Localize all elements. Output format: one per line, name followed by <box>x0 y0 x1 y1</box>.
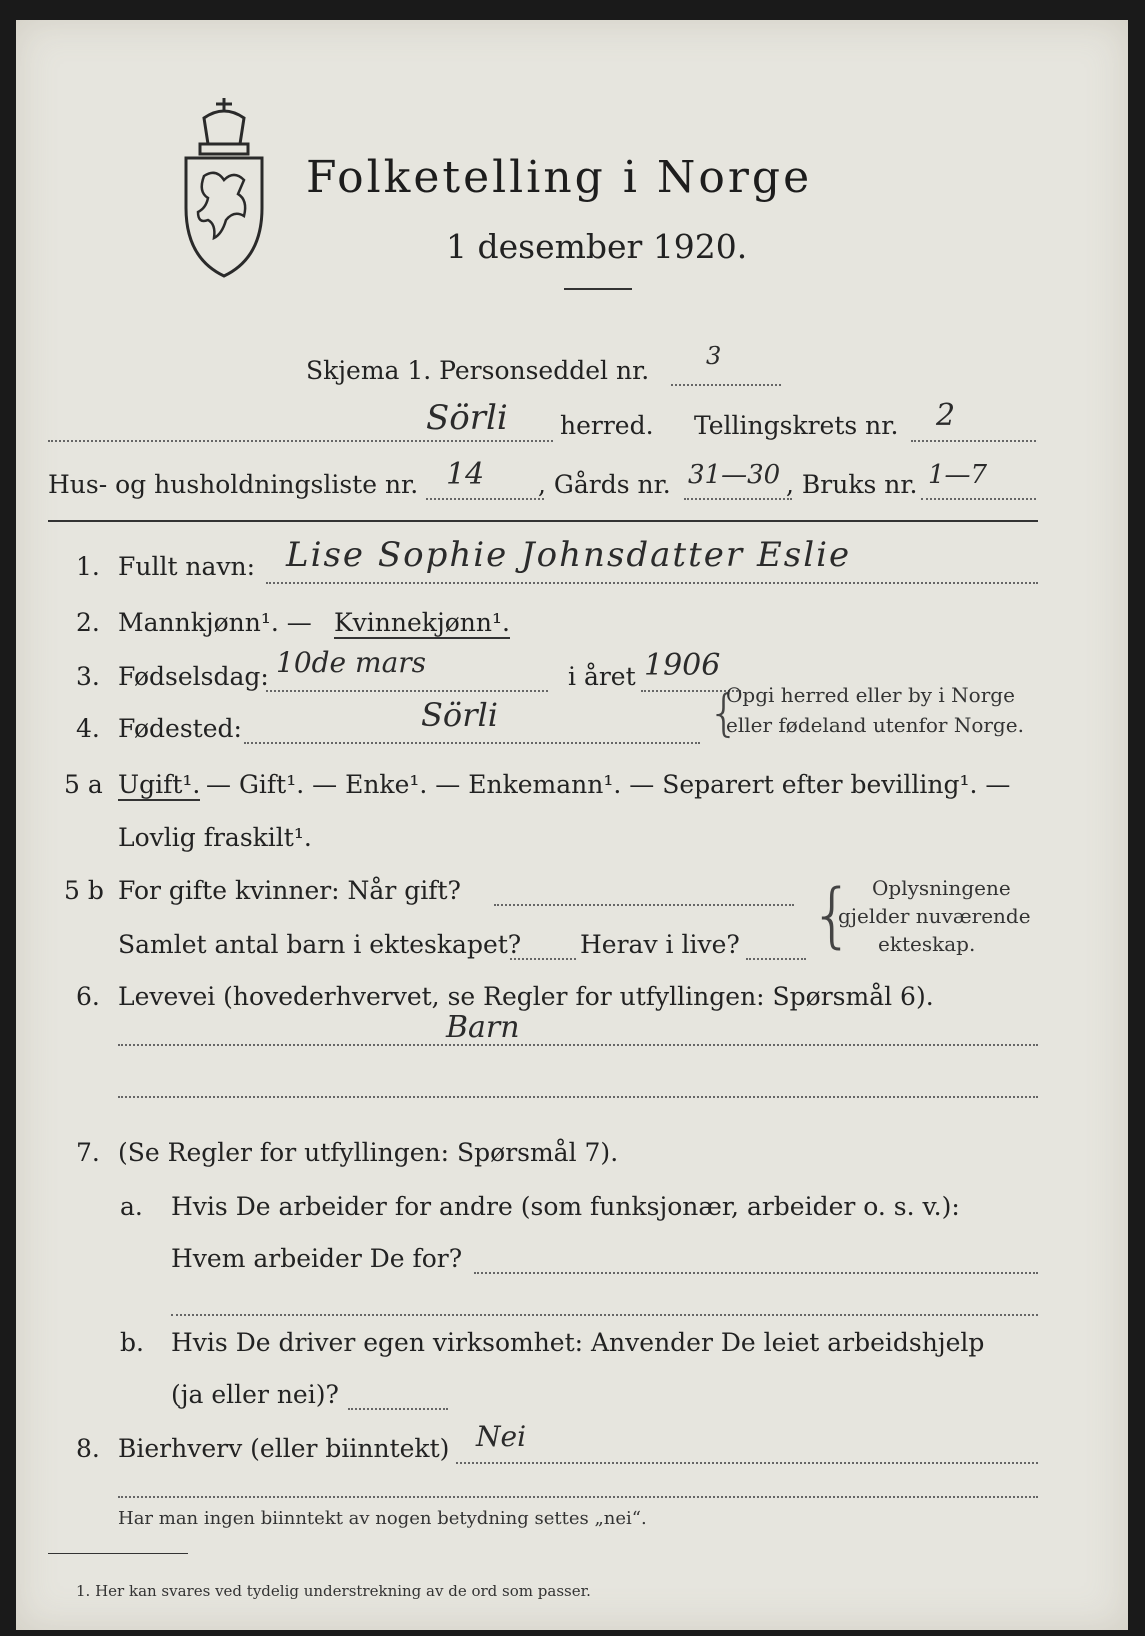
q8-line-1 <box>456 1462 1038 1464</box>
q6-line-1 <box>118 1044 1038 1046</box>
q7b-letter: b. <box>120 1328 144 1357</box>
census-form-page <box>16 20 1128 1630</box>
gards-label: , Gårds nr. <box>538 470 671 499</box>
q1-number: 1. <box>76 552 100 581</box>
tellingskrets-label: Tellingskrets nr. <box>694 411 899 440</box>
q7a-line-2 <box>171 1314 1038 1316</box>
q5a-ugift-underlined: Ugift¹. <box>118 770 201 799</box>
q2-male: Mannkjønn¹. — <box>118 608 312 637</box>
q1-line <box>266 582 1038 584</box>
personseddel-value: 3 <box>706 342 722 370</box>
herred-line <box>48 440 553 442</box>
header-separator <box>48 520 1038 522</box>
q7-label: (Se Regler for utfyllingen: Spørsmål 7). <box>118 1138 619 1167</box>
q5b-note-1: Oplysningene <box>872 876 1011 900</box>
q3-number: 3. <box>76 662 100 691</box>
q5b-note-2: gjelder nuværende <box>838 904 1031 928</box>
q3-line <box>266 690 548 692</box>
q6-number: 6. <box>76 982 100 1011</box>
q3-year-value: 1906 <box>644 648 721 683</box>
q7a-letter: a. <box>120 1192 143 1221</box>
q7b-label2: (ja eller nei)? <box>171 1380 339 1409</box>
q5a-line2: Lovlig fraskilt¹. <box>118 823 312 852</box>
q3-value: 10de mars <box>276 646 427 679</box>
hus-label: Hus- og husholdningsliste nr. <box>48 470 419 499</box>
q8-number: 8. <box>76 1434 100 1463</box>
herred-label: herred. <box>560 411 654 440</box>
schema-label: Skjema 1. Personseddel nr. <box>306 356 650 385</box>
norway-coat-of-arms-icon <box>174 96 274 281</box>
q6-label: Levevei (hovederhvervet, se Regler for utfyllingen: Spørsmål 6). <box>118 982 934 1011</box>
q5b-label2: Samlet antal barn i ekteskapet? <box>118 930 522 959</box>
hus-value: 14 <box>446 457 485 492</box>
q1-label: Fullt navn: <box>118 552 256 581</box>
q7-number: 7. <box>76 1138 100 1167</box>
gards-line <box>684 498 792 500</box>
gards-value: 31—30 <box>688 460 781 490</box>
q4-line <box>244 742 700 744</box>
q5b-brace: { <box>810 874 855 956</box>
q7a-line-1 <box>474 1272 1038 1274</box>
q7a-label2: Hvem arbeider De for? <box>171 1244 463 1273</box>
q8-label: Bierhverv (eller biinntekt) <box>118 1434 450 1463</box>
herred-value: Sörli <box>426 398 508 438</box>
q3-year-label: i året <box>568 662 636 691</box>
bruks-label: , Bruks nr. <box>786 470 918 499</box>
q4-brace: { <box>708 684 740 742</box>
census-date: 1 desember 1920. <box>446 227 748 266</box>
q7a-label: Hvis De arbeider for andre (som funksjonær, arbeider o. s. v.): <box>171 1192 960 1221</box>
q7b-line <box>348 1408 448 1410</box>
bruks-line <box>921 498 1036 500</box>
q6-value: Barn <box>446 1010 520 1045</box>
footnote-rule <box>48 1553 188 1554</box>
form-title: Folketelling i Norge <box>306 152 813 203</box>
q6-line-2 <box>118 1096 1038 1098</box>
bruks-value: 1—7 <box>928 460 988 490</box>
q2-number: 2. <box>76 608 100 637</box>
footer-note: Har man ingen biinntekt av nogen betydning settes „nei“. <box>118 1508 647 1529</box>
hus-line <box>426 498 544 500</box>
q5b-married-line <box>494 904 794 906</box>
q5b-children-line <box>510 958 576 960</box>
q5b-number: 5 b <box>64 876 104 905</box>
q4-value: Sörli <box>421 696 498 734</box>
personseddel-line <box>671 384 781 386</box>
tellingskrets-value: 2 <box>936 398 956 433</box>
tellingskrets-line <box>911 440 1036 442</box>
q8-line-2 <box>118 1496 1038 1498</box>
q5a-options: — Gift¹. — Enke¹. — Enkemann¹. — Separert efter bevilling¹. — <box>206 770 1011 799</box>
q5a-number: 5 a <box>64 770 103 799</box>
q4-note-1: Opgi herred eller by i Norge <box>726 683 1015 707</box>
q5b-alive-line <box>746 958 806 960</box>
q2-female-underlined: Kvinnekjønn¹. <box>334 608 510 637</box>
footnote: 1. Her kan svares ved tydelig understrekning av de ord som passer. <box>76 1582 591 1600</box>
q3-label: Fødselsdag: <box>118 662 269 691</box>
q4-note-2: eller fødeland utenfor Norge. <box>726 713 1024 737</box>
q7b-label: Hvis De driver egen virksomhet: Anvender De leiet arbeidshjelp <box>171 1328 985 1357</box>
q4-number: 4. <box>76 714 100 743</box>
q4-label: Fødested: <box>118 714 242 743</box>
q1-value: Lise Sophie Johnsdatter Eslie <box>286 535 852 575</box>
q5b-herav: Herav i live? <box>580 930 740 959</box>
title-divider <box>564 288 632 290</box>
q5b-label: For gifte kvinner: Når gift? <box>118 876 461 905</box>
q5b-note-3: ekteskap. <box>878 932 976 956</box>
q8-value: Nei <box>476 1420 527 1453</box>
